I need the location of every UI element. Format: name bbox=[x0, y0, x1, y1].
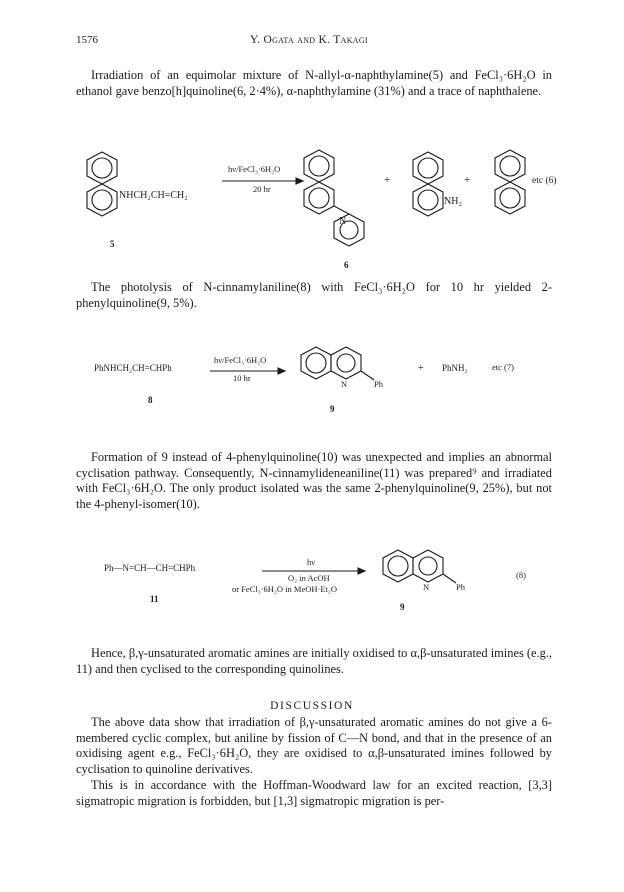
condition-6-bottom: 20 hr bbox=[253, 184, 271, 194]
compound-label-11: 11 bbox=[150, 594, 159, 604]
compound-label-9b: 9 bbox=[400, 602, 405, 612]
condition-7-top: hν/FeCl₃·6H₂O bbox=[214, 355, 267, 365]
condition-6-top: hν/FeCl₃·6H₂O bbox=[228, 164, 281, 174]
naphthalene-5-structure bbox=[87, 152, 117, 216]
ring-nitrogen-7: N bbox=[341, 379, 348, 389]
paragraph-6: This is in accordance with the Hoffman-Woodward law for an excited reaction, [3,3] sigmatropic migration is forbidden, but [1,3] sigmatropic migration is per- bbox=[76, 778, 552, 808]
ring-nitrogen-8: N bbox=[423, 582, 430, 592]
aniline: PhNH₂ bbox=[442, 363, 468, 373]
ring-nitrogen-6: N bbox=[339, 216, 347, 227]
amino-group: NH₂ bbox=[444, 196, 462, 207]
phenyl-8: Ph bbox=[456, 582, 465, 592]
substituent-nhch2ch-ch2: NHCH₂CH=CH₂ bbox=[119, 190, 188, 201]
section-heading-discussion: DISCUSSION bbox=[270, 700, 354, 712]
condition-8-hv: hν bbox=[307, 557, 316, 567]
condition-7-bottom: 10 hr bbox=[233, 373, 251, 383]
quinoline-9-structure-a bbox=[301, 347, 374, 380]
compound-label-6: 6 bbox=[344, 260, 349, 270]
plus-sign-7: + bbox=[418, 363, 424, 374]
naphthylamine-structure bbox=[413, 152, 443, 216]
paragraph-2: The photolysis of N-cinnamylaniline(8) with FeCl₃·6H₂O for 10 hr yielded 2-phenylquinoline(9, 5%). bbox=[76, 280, 552, 310]
condition-8-mid: O₂ in AcOH bbox=[288, 573, 330, 583]
paragraph-3: Formation of 9 instead of 4-phenylquinoline(10) was unexpected and implies an abnormal cyclisation pathway. Consequently, N-cinnamylideneaniline(11) was prepared⁹ and irradiated with FeCl₃·6H₂O. The only product isolated was the same 2-phenylquinoline(9, 25%), but not the 4-phenyl-isomer(10). bbox=[76, 450, 552, 511]
condition-8-bottom: or FeCl₃·6H₂O in MeOH·Et₂O bbox=[232, 584, 337, 594]
etc-6: etc (6) bbox=[532, 176, 557, 186]
reactant-8: PhNHCH₂CH=CHPh bbox=[94, 363, 172, 373]
compound-label-5: 5 bbox=[110, 239, 115, 249]
phenyl-7: Ph bbox=[374, 379, 383, 389]
paragraph-5: The above data show that irradiation of β,γ-unsaturated aromatic amines do not give a 6-membered cyclic complex, but aniline by fission of C—N bond, and that in the presence of an oxidising agent e.g., FeCl₃·6H₂O, they are oxidised to α,β-unsaturated imines followed by cyclisation to quinoline derivatives. bbox=[76, 715, 552, 776]
benzoquinoline-6-structure bbox=[304, 150, 364, 246]
plus-sign-1: + bbox=[384, 174, 391, 186]
paragraph-1: Irradiation of an equimolar mixture of N-allyl-α-naphthylamine(5) and FeCl₃·6H₂O in ethanol gave benzo[h]quinoline(6, 2·4%), α-naphthylamine (31%) and a trace of naphthalene. bbox=[76, 68, 552, 98]
paragraph-4: Hence, β,γ-unsaturated aromatic amines are initially oxidised to α,β-unsaturated imines (e.g., 11) and then cyclised to the corresponding quinolines. bbox=[76, 646, 552, 676]
compound-label-9a: 9 bbox=[330, 404, 335, 414]
running-head: Y. Ogata and K. Takagi bbox=[250, 34, 368, 46]
page-number: 1576 bbox=[76, 34, 98, 46]
compound-label-8: 8 bbox=[148, 395, 153, 405]
equation-number-8: (8) bbox=[516, 570, 526, 580]
naphthalene-structure bbox=[495, 150, 525, 214]
quinoline-9-structure-b bbox=[383, 550, 456, 583]
plus-sign-2: + bbox=[464, 174, 471, 186]
reactant-11: Ph—N=CH—CH=CHPh bbox=[104, 563, 196, 573]
etc-7: etc (7) bbox=[492, 362, 514, 372]
